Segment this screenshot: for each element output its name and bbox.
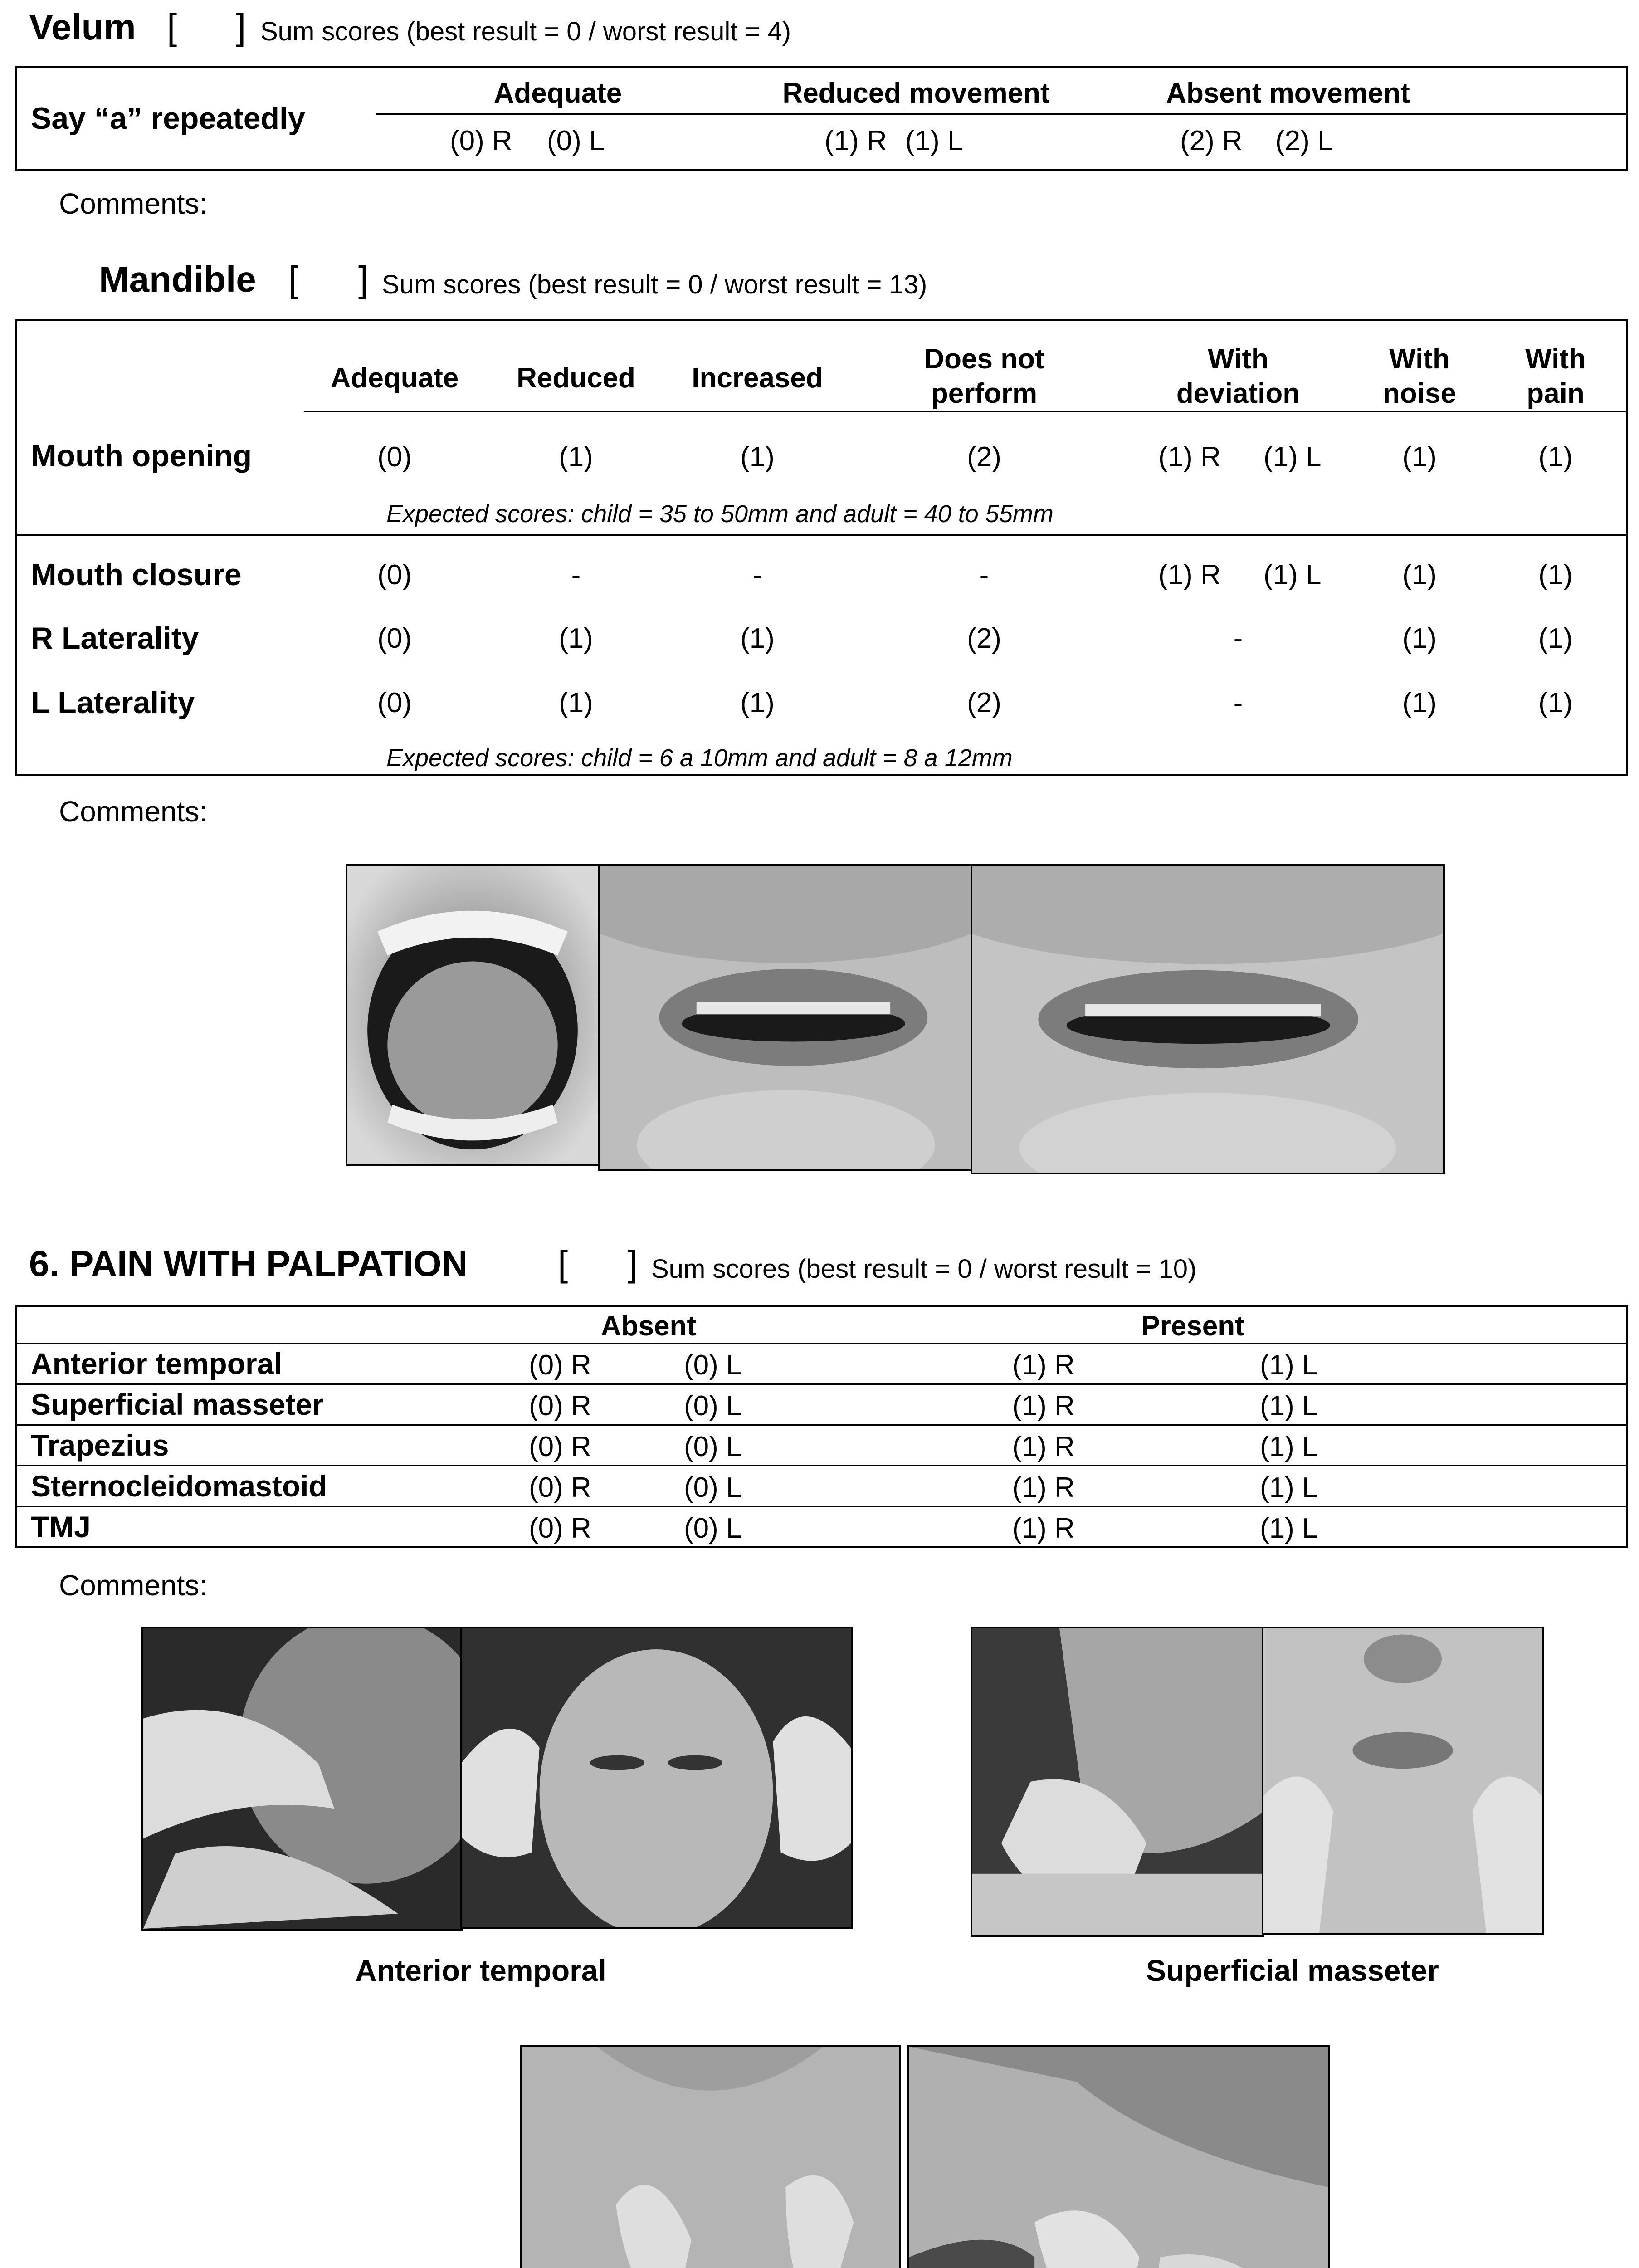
caption-superficial-masseter: Superficial masseter <box>1146 1954 1439 1987</box>
sternocleidomastoid-photo <box>907 2045 1330 2268</box>
l-laterality-adequate[interactable]: (0) <box>377 687 412 719</box>
mandible-header-with-noise-line2: noise <box>1383 377 1456 409</box>
superficial-masseter-absent-l[interactable]: (0) L <box>684 1390 742 1422</box>
palpation-row-divider-3 <box>15 1465 1628 1466</box>
palpation-row-label-anterior-temporal: Anterior temporal <box>31 1347 282 1380</box>
palpation-sum-scores: Sum scores (best result = 0 / worst result = 10) <box>651 1254 1197 1284</box>
l-laterality-increased[interactable]: (1) <box>740 687 775 719</box>
palpation-row-label-tmj: TMJ <box>31 1510 91 1544</box>
velum-absent-r[interactable]: (2) R <box>1180 125 1243 156</box>
mouth-opening-not-perform[interactable]: (2) <box>967 441 1001 473</box>
r-laterality-reduced[interactable]: (1) <box>559 623 593 654</box>
trapezius-present-r[interactable]: (1) R <box>1012 1431 1075 1462</box>
mouth-closure-noise[interactable]: (1) <box>1402 559 1437 591</box>
velum-header-adequate: Adequate <box>493 78 622 109</box>
mandible-header-with-pain <box>1506 342 1605 411</box>
superficial-masseter-side-photo <box>971 1627 1264 1937</box>
tmj-present-l[interactable]: (1) L <box>1260 1513 1318 1544</box>
sternocleidomastoid-absent-l[interactable]: (0) L <box>684 1472 742 1503</box>
r-laterality-not-perform[interactable]: (2) <box>967 623 1001 654</box>
palpation-title: 6. PAIN WITH PALPATION <box>29 1243 468 1284</box>
mouth-opening-deviation-r[interactable]: (1) R <box>1158 441 1221 473</box>
palpation-row-divider-2 <box>15 1424 1628 1426</box>
velum-adequate-l[interactable]: (0) L <box>547 125 605 156</box>
mandible-score-bracket-close: ] <box>358 259 369 299</box>
palpation-score-bracket-open: [ <box>558 1243 568 1284</box>
l-laterality-deviation: - <box>1233 687 1243 719</box>
tmj-absent-r[interactable]: (0) R <box>529 1513 591 1544</box>
anterior-temporal-absent-l[interactable]: (0) L <box>684 1349 742 1381</box>
palpation-score-bracket-close: ] <box>628 1243 638 1284</box>
mandible-header-with-deviation-line1: With <box>1208 343 1268 375</box>
superficial-masseter-front-photo <box>1262 1627 1544 1935</box>
tmj-absent-l[interactable]: (0) L <box>684 1513 742 1544</box>
anterior-temporal-front-photo <box>460 1627 853 1929</box>
mandible-header-with-noise <box>1361 342 1478 411</box>
velum-title: Velum <box>29 7 136 47</box>
mandible-sum-scores: Sum scores (best result = 0 / worst result = 13) <box>382 270 927 299</box>
mandible-row-label-r-laterality: R Laterality <box>31 621 199 655</box>
r-laterality-adequate[interactable]: (0) <box>377 623 412 654</box>
l-laterality-not-perform[interactable]: (2) <box>967 687 1001 719</box>
mouth-closure-pain[interactable]: (1) <box>1538 559 1573 591</box>
velum-absent-l[interactable]: (2) L <box>1275 125 1333 156</box>
trapezius-absent-l[interactable]: (0) L <box>684 1431 742 1462</box>
velum-header-divider <box>376 113 1628 115</box>
mandible-header-divider <box>304 411 1628 412</box>
mouth-closure-adequate[interactable]: (0) <box>377 559 412 591</box>
r-laterality-increased[interactable]: (1) <box>740 623 775 654</box>
mandible-header-with-deviation <box>1143 342 1333 411</box>
palpation-row-divider-1 <box>15 1383 1628 1385</box>
superficial-masseter-present-r[interactable]: (1) R <box>1012 1390 1075 1422</box>
velum-sum-scores: Sum scores (best result = 0 / worst result = 4) <box>260 17 791 46</box>
palpation-row-label-superficial-masseter: Superficial masseter <box>31 1388 324 1421</box>
mandible-row-label-l-laterality: L Laterality <box>31 685 195 720</box>
velum-comments-label: Comments: <box>59 187 208 220</box>
palpation-header-divider <box>15 1343 1628 1344</box>
trapezius-absent-r[interactable]: (0) R <box>529 1431 591 1462</box>
anterior-temporal-present-r[interactable]: (1) R <box>1012 1349 1075 1381</box>
mouth-opening-adequate[interactable]: (0) <box>377 441 412 473</box>
trapezius-photo <box>520 2045 901 2268</box>
sternocleidomastoid-present-l[interactable]: (1) L <box>1260 1472 1318 1503</box>
l-laterality-noise[interactable]: (1) <box>1402 687 1437 719</box>
l-laterality-pain[interactable]: (1) <box>1538 687 1573 719</box>
mandible-header-does-not-perform-line2: perform <box>931 377 1038 409</box>
velum-reduced-l[interactable]: (1) L <box>905 125 963 156</box>
trapezius-present-l[interactable]: (1) L <box>1260 1431 1318 1462</box>
mouth-closure-deviation-l[interactable]: (1) L <box>1263 559 1322 591</box>
superficial-masseter-present-l[interactable]: (1) L <box>1260 1390 1318 1422</box>
mandible-score-bracket-open: [ <box>288 259 299 299</box>
sternocleidomastoid-absent-r[interactable]: (0) R <box>529 1472 591 1503</box>
mandible-section-divider <box>15 534 1628 536</box>
mandible-header-increased: Increased <box>692 362 823 394</box>
superficial-masseter-absent-r[interactable]: (0) R <box>529 1390 591 1422</box>
caption-anterior-temporal: Anterior temporal <box>355 1954 606 1987</box>
palpation-row-divider-4 <box>15 1506 1628 1507</box>
mandible-row-label-mouth-opening: Mouth opening <box>31 439 252 473</box>
anterior-temporal-present-l[interactable]: (1) L <box>1260 1349 1318 1381</box>
laterality-expected-scores: Expected scores: child = 6 a 10mm and adult = 8 a 12mm <box>386 744 1013 772</box>
r-laterality-noise[interactable]: (1) <box>1402 623 1437 654</box>
mouth-opening-increased[interactable]: (1) <box>740 441 775 473</box>
palpation-header-absent: Absent <box>600 1310 697 1342</box>
mouth-closure-not-perform: - <box>979 559 989 591</box>
velum-header-absent: Absent movement <box>1166 78 1410 109</box>
palpation-comments-label: Comments: <box>59 1569 208 1602</box>
velum-score-bracket-close: ] <box>236 7 246 47</box>
sternocleidomastoid-present-r[interactable]: (1) R <box>1012 1472 1075 1503</box>
mouth-open-tongue-photo <box>346 864 600 1166</box>
mandible-header-with-pain-line2: pain <box>1527 377 1585 409</box>
mouth-opening-reduced[interactable]: (1) <box>559 441 593 473</box>
mouth-closure-increased: - <box>752 559 762 591</box>
anterior-temporal-side-photo <box>141 1627 463 1931</box>
mouth-deviation-left-photo <box>598 864 974 1171</box>
mandible-header-with-deviation-line2: deviation <box>1176 377 1300 409</box>
palpation-header-present: Present <box>1141 1310 1244 1342</box>
mandible-header-with-pain-line1: With <box>1525 343 1586 375</box>
mouth-opening-deviation-l[interactable]: (1) L <box>1263 441 1322 473</box>
velum-adequate-r[interactable]: (0) R <box>450 125 512 156</box>
mouth-opening-noise[interactable]: (1) <box>1402 441 1437 473</box>
velum-row-label: Say “a” repeatedly <box>31 101 305 136</box>
mouth-opening-expected-scores: Expected scores: child = 35 to 50mm and adult = 40 to 55mm <box>386 500 1054 528</box>
palpation-row-label-trapezius: Trapezius <box>31 1428 169 1462</box>
mouth-opening-pain[interactable]: (1) <box>1538 441 1573 473</box>
anterior-temporal-absent-r[interactable]: (0) R <box>529 1349 591 1381</box>
r-laterality-deviation: - <box>1233 623 1243 654</box>
mouth-deviation-right-photo <box>971 864 1445 1174</box>
mandible-header-adequate: Adequate <box>330 362 459 394</box>
palpation-table <box>15 1305 1628 1548</box>
l-laterality-reduced[interactable]: (1) <box>559 687 593 719</box>
mandible-header-does-not-perform-line1: Does not <box>924 343 1044 375</box>
mandible-header-reduced: Reduced <box>517 362 635 394</box>
velum-reduced-r[interactable]: (1) R <box>824 125 887 156</box>
mandible-title: Mandible <box>99 259 256 299</box>
tmj-present-r[interactable]: (1) R <box>1012 1513 1075 1544</box>
palpation-row-label-sternocleidomastoid: Sternocleidomastoid <box>31 1469 327 1503</box>
r-laterality-pain[interactable]: (1) <box>1538 623 1573 654</box>
mandible-row-label-mouth-closure: Mouth closure <box>31 557 242 592</box>
mandible-header-does-not-perform <box>884 342 1084 411</box>
mandible-comments-label: Comments: <box>59 795 208 828</box>
mandible-header-with-noise-line1: With <box>1389 343 1450 375</box>
mouth-closure-reduced: - <box>571 559 581 591</box>
velum-header-reduced: Reduced movement <box>782 78 1050 109</box>
mouth-closure-deviation-r[interactable]: (1) R <box>1158 559 1221 591</box>
velum-score-bracket-open: [ <box>167 7 177 47</box>
